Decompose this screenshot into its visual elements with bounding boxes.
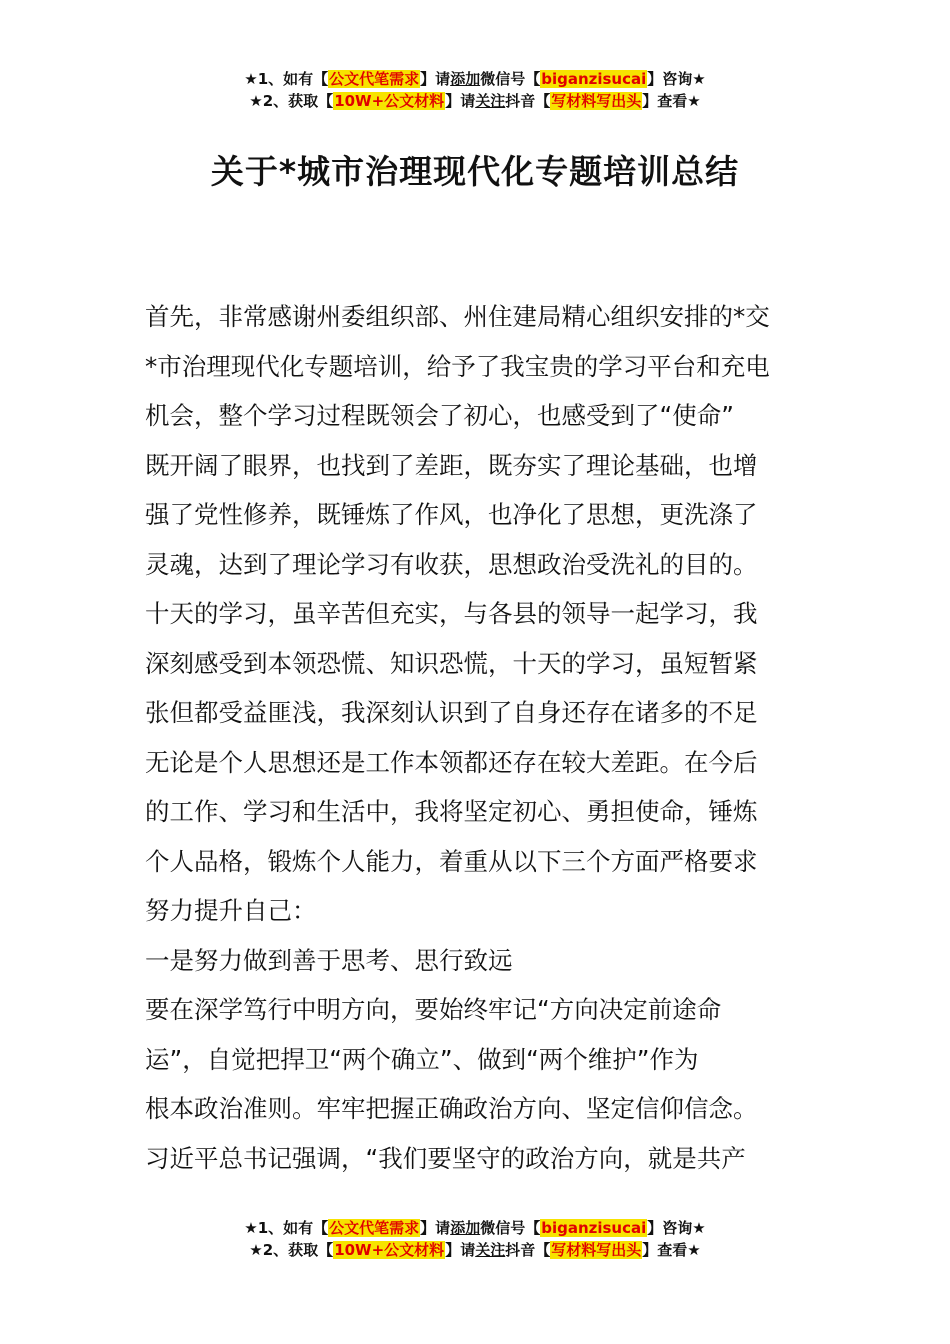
highlight-service: 公文代笔需求 bbox=[329, 1219, 420, 1237]
text-line: 灵魂，达到了理论学习有收获，思想政治受洗礼的目的。 bbox=[145, 549, 758, 579]
text-line: 机会，整个学习过程既领会了初心，也感受到了“使命” bbox=[145, 401, 734, 430]
header-banner bbox=[0, 68, 950, 112]
text-line: 运”，自觉把捍卫“两个确立”、做到“两个维护”作为 bbox=[145, 1044, 699, 1074]
highlight-service: 公文代笔需求 bbox=[329, 70, 420, 88]
text-line: 无论是个人思想还是工作本领都还存在较大差距。在今后 bbox=[145, 747, 758, 777]
highlight-wechat-id: biganzisucai bbox=[541, 70, 647, 88]
text-line: 十天的学习，虽辛苦但充实，与各县的领导一起学习，我 bbox=[145, 599, 758, 628]
banner-line-2: ★2、获取【10W+公文材料】请关注抖音【写材料写出头】查看★ bbox=[249, 1241, 701, 1259]
text-line: 的工作、学习和生活中，我将坚定初心、勇担使命，锤炼 bbox=[145, 797, 758, 826]
document-title: 关于*城市治理现代化专题培训总结 bbox=[210, 152, 740, 191]
text-line: 张但都受益匪浅，我深刻认识到了自身还存在诸多的不足 bbox=[145, 698, 758, 727]
banner-line-2: ★2、获取【10W+公文材料】请关注抖音【写材料写出头】查看★ bbox=[249, 92, 701, 110]
highlight-douyin: 写材料写出头 bbox=[551, 92, 642, 110]
banner-line-1: ★1、如有【公文代笔需求】请添加微信号【biganzisucai】咨询★ bbox=[244, 1219, 706, 1237]
text-line: 要在深学笃行中明方向，要始终牢记“方向决定前途命 bbox=[145, 995, 722, 1024]
highlight-materials: 10W+公文材料 bbox=[334, 1241, 445, 1259]
highlight-materials: 10W+公文材料 bbox=[334, 92, 445, 110]
text-line: 努力提升自己： bbox=[145, 896, 317, 925]
footer-banner bbox=[0, 1217, 950, 1261]
document-body bbox=[145, 292, 810, 1183]
text-line: 强了党性修养，既锤炼了作风，也净化了思想，更洗涤了 bbox=[145, 500, 758, 529]
text-line: 根本政治准则。牢牢把握正确政治方向、坚定信仰信念。 bbox=[145, 1094, 758, 1123]
highlight-wechat-id: biganzisucai bbox=[541, 1219, 647, 1237]
banner-line-1: ★1、如有【公文代笔需求】请添加微信号【biganzisucai】咨询★ bbox=[244, 70, 706, 88]
text-line: *市治理现代化专题培训，给予了我宝贵的学习平台和充电 bbox=[145, 351, 770, 381]
text-line: 深刻感受到本领恐慌、知识恐慌，十天的学习，虽短暂紧 bbox=[145, 648, 758, 678]
section-heading: 一是努力做到善于思考、思行致远 bbox=[145, 945, 513, 975]
text-line: 习近平总书记强调，“我们要坚守的政治方向，就是共产 bbox=[145, 1143, 746, 1173]
text-line: 首先，非常感谢州委组织部、州住建局精心组织安排的*交 bbox=[145, 302, 770, 331]
text-line: 既开阔了眼界，也找到了差距，既夯实了理论基础，也增 bbox=[145, 450, 758, 480]
highlight-douyin: 写材料写出头 bbox=[551, 1241, 642, 1259]
text-line: 个人品格，锻炼个人能力，着重从以下三个方面严格要求 bbox=[145, 846, 758, 876]
